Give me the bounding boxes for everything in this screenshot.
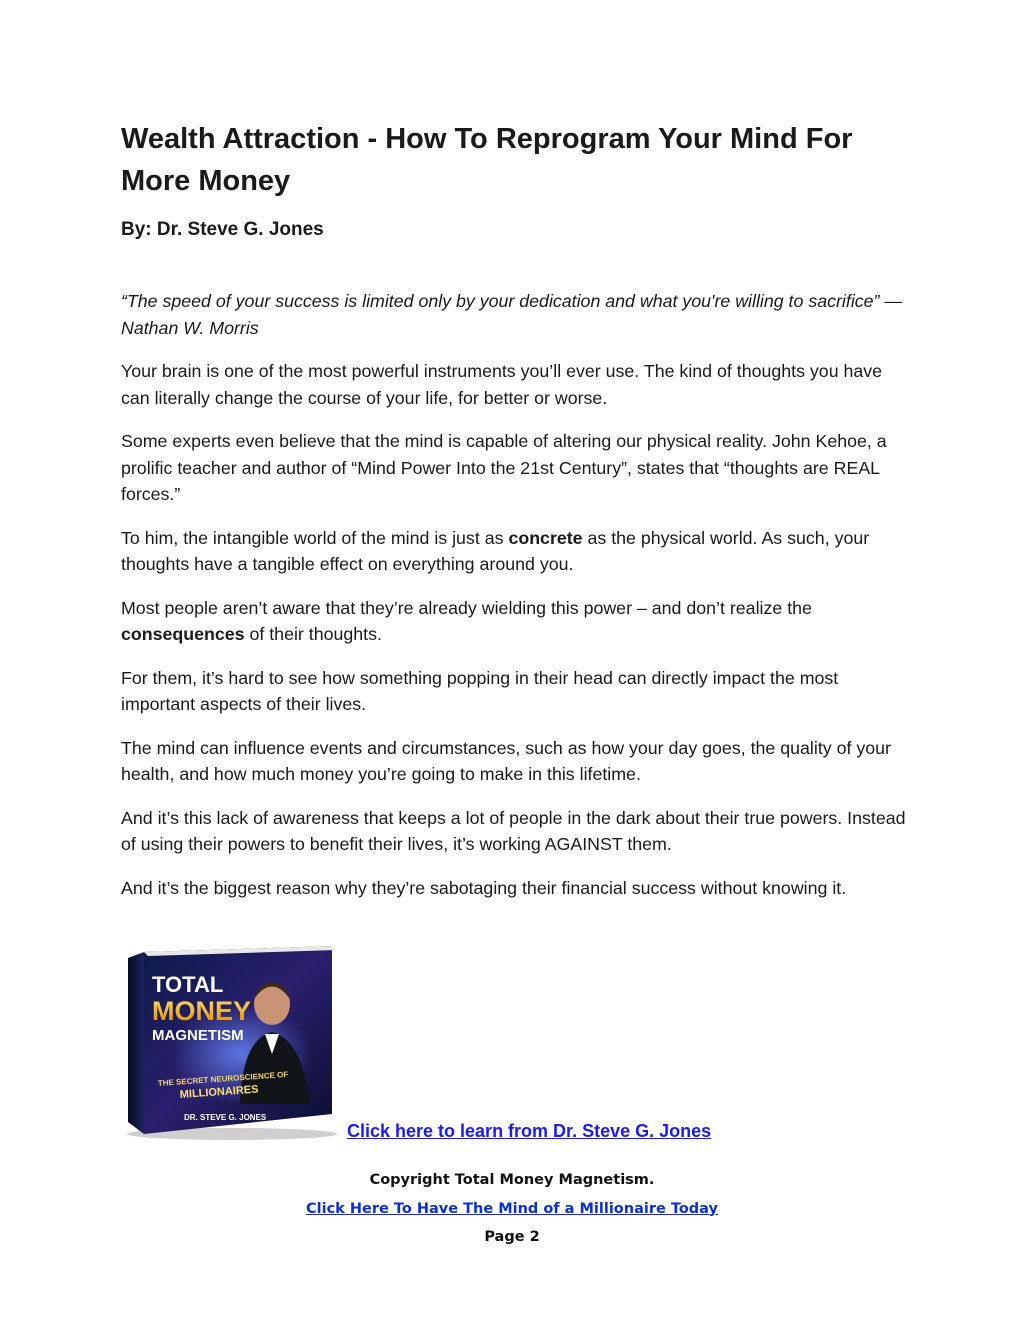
cover-author: DR. STEVE G. JONES bbox=[184, 1113, 267, 1122]
author-byline: By: Dr. Steve G. Jones bbox=[121, 219, 324, 240]
paragraph-5: For them, it’s hard to see how something popping in their head can directly impact the most important aspects of their lives. bbox=[121, 667, 839, 714]
paragraph-4-end: of their thoughts. bbox=[244, 624, 382, 644]
cover-title-line1: TOTAL bbox=[152, 972, 224, 997]
page-footer bbox=[0, 1166, 1024, 1252]
article-body bbox=[121, 288, 911, 918]
opening-quote: “The speed of your success is limited only by your dedication and what you're willing to sacrifice” — Nathan W. Morris bbox=[121, 291, 903, 338]
paragraph-4 bbox=[121, 595, 911, 648]
article-title: Wealth Attraction - How To Reprogram Your Mind For More Money bbox=[121, 123, 853, 197]
paragraph-3-end: as the physical world. As such, your thoughts have a tangible effect on everything around you. bbox=[121, 527, 870, 574]
page-number: Page 2 bbox=[484, 1229, 540, 1245]
paragraph-7: And it’s this lack of awareness that keeps a lot of people in the dark about their true powers. Instead of using their powers to benefit their lives, it’s working AGAINST them. bbox=[121, 807, 906, 854]
cover-subtitle-1: THE SECRET NEUROSCIENCE OF bbox=[157, 1069, 289, 1088]
paragraph-1: Your brain is one of the most powerful instruments you’ll ever use. The kind of thoughts you have can literally change the course of your life, for better or worse. bbox=[121, 361, 883, 408]
paragraph-6: The mind can influence events and circumstances, such as how your day goes, the quality of your health, and how much money you’re going to make in this lifetime. bbox=[121, 737, 891, 784]
cover-title-line2: MONEY bbox=[152, 996, 252, 1026]
learn-more-link[interactable]: Click here to learn from Dr. Steve G. Jones bbox=[347, 1121, 712, 1141]
book-cover-image[interactable] bbox=[122, 944, 337, 1142]
millionaire-mind-link[interactable]: Click Here To Have The Mind of a Millionaire Today bbox=[306, 1200, 718, 1217]
bold-concrete: concrete bbox=[508, 527, 583, 548]
bold-consequences: consequences bbox=[121, 624, 245, 644]
paragraph-8: And it’s the biggest reason why they’re sabotaging their financial success without knowing it. bbox=[121, 877, 847, 898]
paragraph-3-start: To him, the intangible world of the mind is just as bbox=[121, 527, 509, 548]
copyright-text: Copyright Total Money Magnetism. bbox=[369, 1172, 655, 1188]
book-spine bbox=[128, 952, 144, 1134]
paragraph-3 bbox=[121, 525, 911, 578]
paragraph-4-start: Most people aren’t aware that they’re already wielding this power – and don’t realize the bbox=[121, 597, 812, 618]
cover-title-line3: MAGNETISM bbox=[152, 1027, 244, 1044]
paragraph-2: Some experts even believe that the mind is capable of altering our physical reality. John Kehoe, a prolific teacher and author of “Mind Power Into the 21st Century”, states that “thoughts are REAL forces.” bbox=[121, 431, 887, 504]
cover-subtitle-2: MILLIONAIRES bbox=[179, 1083, 259, 1101]
